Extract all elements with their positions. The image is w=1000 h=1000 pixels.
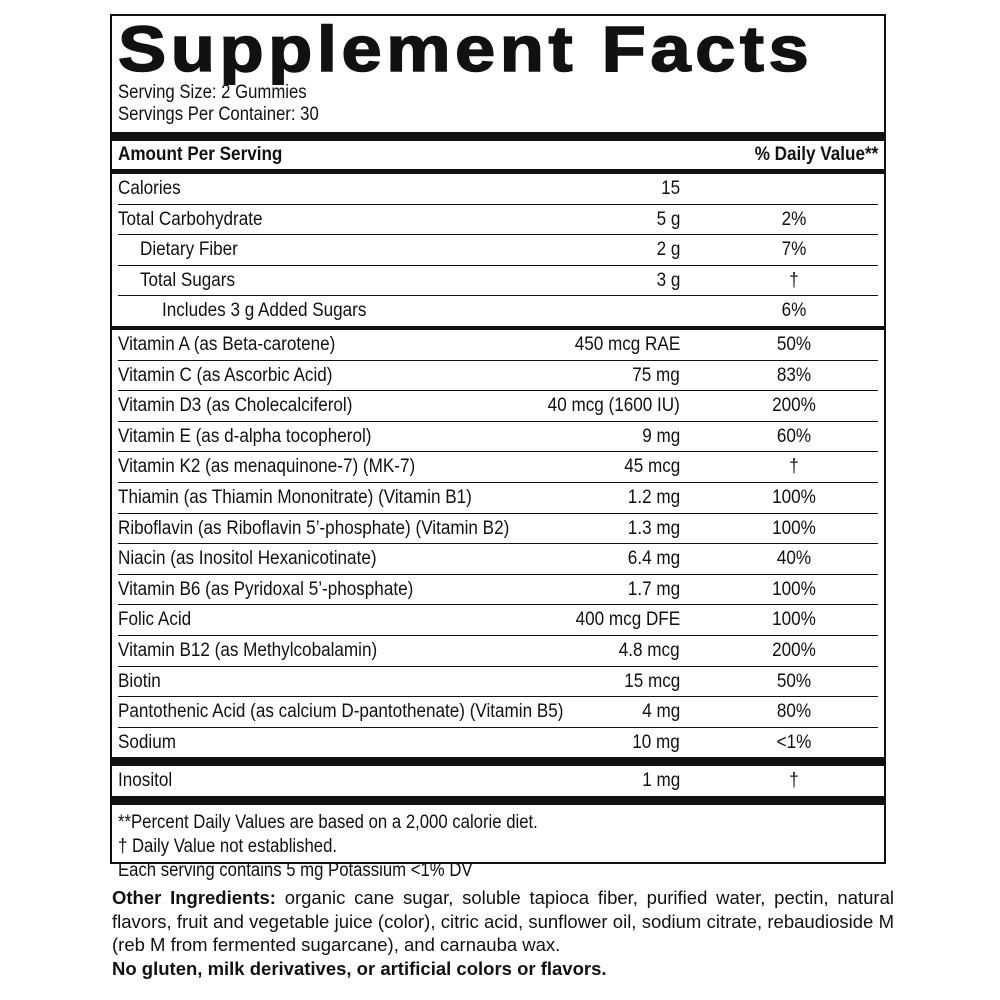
nutrient-name: Pantothenic Acid (as calcium D-pantothenate) (Vitamin B5) xyxy=(118,701,564,723)
thick-divider xyxy=(112,132,884,141)
nutrient-name: Sodium xyxy=(118,731,176,753)
nutrient-row xyxy=(118,604,878,635)
nutrient-dv: 6% xyxy=(781,300,807,322)
nutrient-row xyxy=(118,766,878,796)
nutrient-dv: 100% xyxy=(772,517,816,539)
nutrient-row xyxy=(118,513,878,544)
nutrient-dv: 100% xyxy=(772,486,816,508)
other-ingredients xyxy=(112,886,894,980)
nutrient-dv: 200% xyxy=(772,395,816,417)
nutrient-dv: † xyxy=(789,269,799,291)
nutrient-group-2 xyxy=(118,330,878,757)
nutrient-row xyxy=(118,174,878,204)
servings-per-container: Servings Per Container: 30 xyxy=(118,104,319,125)
nutrient-dv: 50% xyxy=(776,333,812,355)
supplement-facts-panel xyxy=(110,13,886,881)
nutrient-name: Dietary Fiber xyxy=(140,239,238,261)
nutrient-name: Total Carbohydrate xyxy=(118,208,263,230)
nutrient-row xyxy=(118,330,878,360)
nutrient-row xyxy=(118,390,878,421)
nutrient-amount: 9 mg xyxy=(641,425,680,447)
allergen-note: No gluten, milk derivatives, or artificial colors or flavors. xyxy=(112,957,607,979)
nutrient-amount: 40 mcg (1600 IU) xyxy=(547,395,680,417)
nutrient-group-1 xyxy=(118,174,878,326)
nutrient-amount: 3 g xyxy=(656,269,680,291)
footnote-daily-values: **Percent Daily Values are based on a 2,000 calorie diet. xyxy=(118,811,538,833)
nutrient-row xyxy=(118,727,878,758)
nutrient-name: Vitamin B6 (as Pyridoxal 5’-phosphate) xyxy=(118,578,414,600)
nutrient-name: Riboflavin (as Riboflavin 5’-phosphate) (Vitamin B2) xyxy=(118,517,510,539)
nutrient-name: Vitamin A (as Beta-carotene) xyxy=(118,333,336,355)
nutrient-dv: <1% xyxy=(776,731,812,753)
nutrient-name: Vitamin B12 (as Methylcobalamin) xyxy=(118,639,378,661)
nutrient-dv: 40% xyxy=(776,548,812,570)
nutrient-dv: 100% xyxy=(772,578,816,600)
nutrient-dv: † xyxy=(789,770,799,792)
nutrient-amount: 2 g xyxy=(656,239,680,261)
nutrient-row xyxy=(118,421,878,452)
nutrient-dv: 200% xyxy=(772,639,816,661)
nutrient-amount: 1.7 mg xyxy=(627,578,680,600)
nutrient-dv: 80% xyxy=(776,701,812,723)
nutrient-name: Includes 3 g Added Sugars xyxy=(162,300,367,322)
nutrient-name: Total Sugars xyxy=(140,269,236,291)
nutrient-name: Thiamin (as Thiamin Mononitrate) (Vitamin B1) xyxy=(118,486,472,508)
nutrient-amount: 10 mg xyxy=(632,731,680,753)
nutrient-group-3 xyxy=(118,766,878,796)
nutrient-row xyxy=(118,635,878,666)
nutrient-row xyxy=(118,204,878,235)
nutrient-name: Vitamin K2 (as menaquinone-7) (MK-7) xyxy=(118,456,416,478)
nutrient-name: Folic Acid xyxy=(118,609,192,631)
footnote-potassium: Each serving contains 5 mg Potassium <1% DV xyxy=(118,859,473,881)
nutrient-amount: 4.8 mcg xyxy=(619,639,680,661)
ingredients-text: organic cane sugar, soluble tapioca fiber, purified water, pectin, natural flavors, fruit and vegetable juice (color), citric acid, sunflower oil, sodium citrate, rebaudioside M (reb M from fermented sugarcane), and carnauba wax. xyxy=(112,887,894,955)
thick-divider xyxy=(112,796,884,805)
nutrient-dv: 7% xyxy=(781,239,807,261)
nutrient-amount: 1 mg xyxy=(641,770,680,792)
nutrient-row xyxy=(118,574,878,605)
nutrient-row xyxy=(118,295,878,326)
nutrient-name: Vitamin D3 (as Cholecalciferol) xyxy=(118,395,353,417)
nutrient-name: Calories xyxy=(118,178,181,199)
nutrient-name: Biotin xyxy=(118,670,161,692)
nutrient-amount: 15 mcg xyxy=(623,670,680,692)
nutrient-row xyxy=(118,482,878,513)
nutrient-row xyxy=(118,696,878,727)
column-header-row xyxy=(118,141,878,169)
nutrient-amount: 1.3 mg xyxy=(627,517,680,539)
nutrient-name: Niacin (as Inositol Hexanicotinate) xyxy=(118,548,377,570)
nutrient-row xyxy=(118,265,878,296)
nutrient-dv: 60% xyxy=(776,425,812,447)
nutrient-amount: 4 mg xyxy=(641,701,680,723)
nutrient-row xyxy=(118,666,878,697)
amount-per-serving-header: Amount Per Serving xyxy=(118,144,283,165)
nutrient-dv: 83% xyxy=(776,364,812,386)
thick-divider xyxy=(112,757,884,766)
serving-size: Serving Size: 2 Gummies xyxy=(118,82,307,103)
daily-value-header: % Daily Value** xyxy=(754,144,878,165)
nutrient-row xyxy=(118,234,878,265)
footnote-dagger: † Daily Value not established. xyxy=(118,835,338,857)
nutrient-amount: 400 mcg DFE xyxy=(575,609,680,631)
nutrient-amount: 75 mg xyxy=(632,364,680,386)
panel-title: Supplement Facts xyxy=(118,13,814,85)
nutrient-name: Vitamin C (as Ascorbic Acid) xyxy=(118,364,333,386)
nutrient-dv: 50% xyxy=(776,670,812,692)
footnotes xyxy=(118,811,878,883)
nutrient-dv: † xyxy=(789,456,799,478)
nutrient-amount: 15 xyxy=(660,178,680,199)
nutrient-amount: 6.4 mg xyxy=(627,548,680,570)
nutrient-dv: 100% xyxy=(772,609,816,631)
nutrient-amount: 1.2 mg xyxy=(627,486,680,508)
ingredients-label: Other Ingredients: xyxy=(112,887,276,908)
nutrient-amount: 45 mcg xyxy=(623,456,680,478)
nutrient-row xyxy=(118,451,878,482)
nutrient-dv: 2% xyxy=(781,208,807,230)
nutrient-amount: 5 g xyxy=(656,208,680,230)
nutrient-name: Vitamin E (as d-alpha tocopherol) xyxy=(118,425,372,447)
nutrient-row xyxy=(118,360,878,391)
nutrient-name: Inositol xyxy=(118,770,173,792)
nutrient-amount: 450 mcg RAE xyxy=(574,333,680,355)
nutrient-row xyxy=(118,543,878,574)
